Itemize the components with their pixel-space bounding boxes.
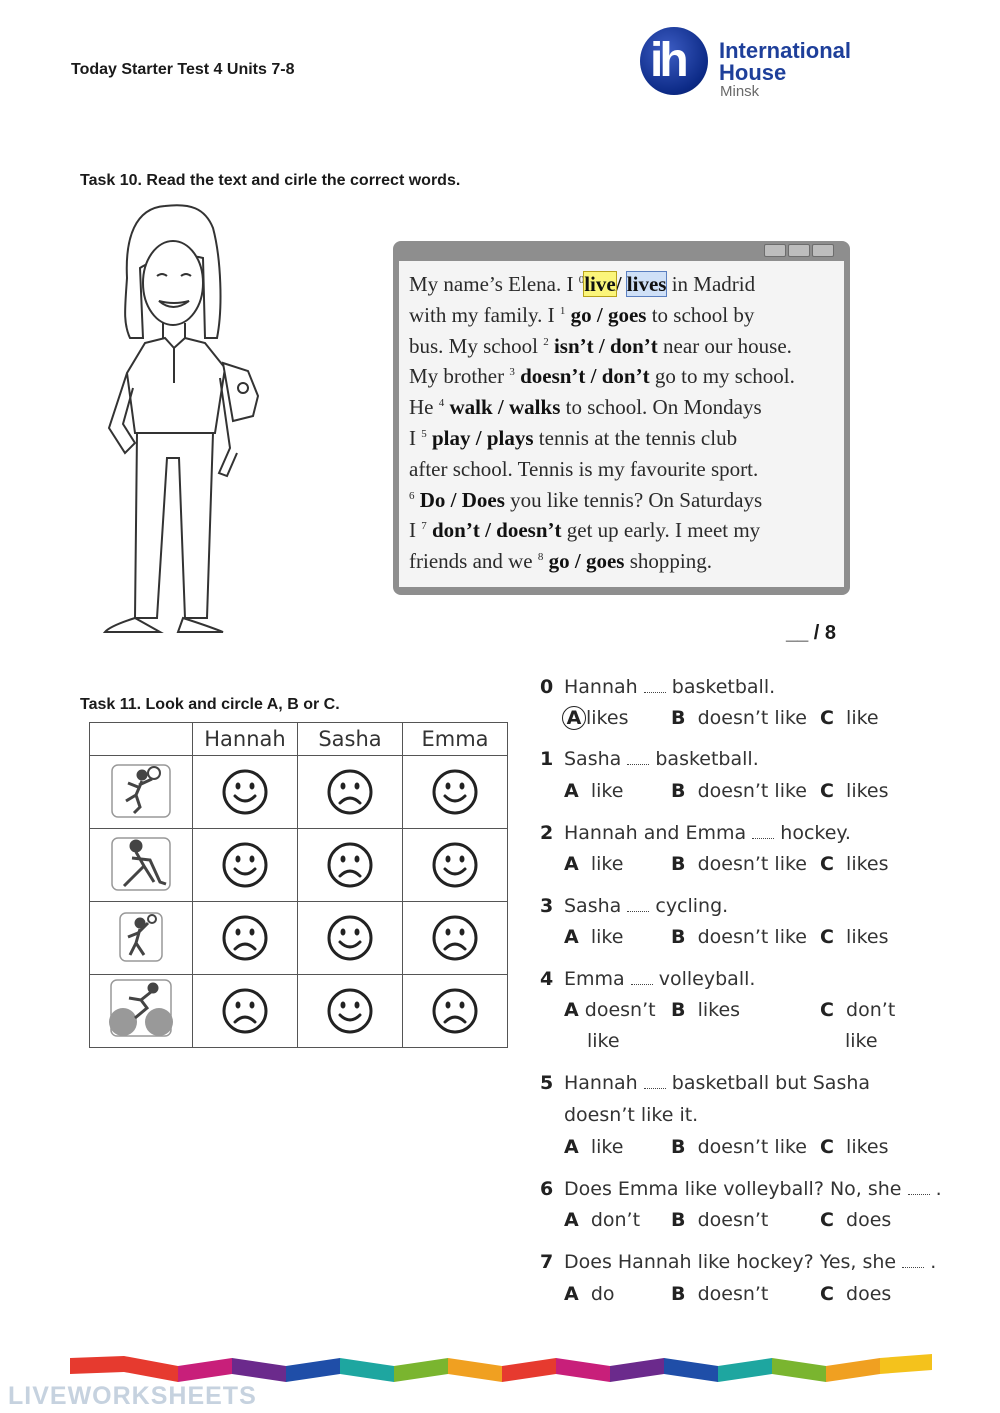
choice-1[interactable]: go / goes xyxy=(570,302,647,327)
option-3-b[interactable]: B doesn’t like xyxy=(671,926,807,948)
option-4-b[interactable]: B likes xyxy=(671,999,741,1021)
face-cell xyxy=(193,829,298,902)
option-2-c[interactable]: C likes xyxy=(820,853,889,875)
option-5-a[interactable]: A like xyxy=(564,1136,624,1158)
option-6-a[interactable]: A don’t xyxy=(564,1209,641,1231)
text-line-8: $^6$ Do / Does you like tennis? On Saturdays xyxy=(409,487,763,512)
text-line-1: My name’s Elena. I $^0$live/ lives in Madrid xyxy=(409,272,756,296)
option-6-b[interactable]: B doesn’t xyxy=(671,1209,769,1231)
option-1-c[interactable]: C likes xyxy=(820,780,889,802)
option-4-a-cont[interactable]: like xyxy=(587,1030,620,1052)
face-cell xyxy=(193,756,298,829)
liveworksheets-watermark: LIVEWORKSHEETS xyxy=(8,1382,257,1410)
happy-face-icon xyxy=(430,767,480,817)
text-line-7: after school. Tennis is my favourite sport. xyxy=(409,456,759,481)
col-hannah: Hannah xyxy=(193,723,298,756)
reading-text xyxy=(409,269,795,577)
text-line-5: He $^4$ walk / walks to school. On Mondays xyxy=(409,395,762,420)
happy-face-icon xyxy=(220,840,270,890)
face-cell xyxy=(403,902,508,975)
choice-0-lives[interactable]: lives xyxy=(626,272,667,296)
maximize-button[interactable] xyxy=(788,244,810,257)
option-7-b[interactable]: B doesn’t xyxy=(671,1283,769,1305)
logo-line1: International xyxy=(719,38,852,63)
choice-2[interactable]: isn’t / don’t xyxy=(553,333,658,358)
col-sasha: Sasha xyxy=(298,723,403,756)
task10-score: __ / 8 xyxy=(786,622,837,644)
face-cell xyxy=(403,975,508,1048)
sad-face-icon xyxy=(325,840,375,890)
col-emma: Emma xyxy=(403,723,508,756)
text-line-6: I $^5$ play / plays tennis at the tennis club xyxy=(409,425,738,450)
selected-answer-circle: A xyxy=(562,706,586,730)
option-1-a[interactable]: A like xyxy=(564,780,624,802)
option-6-c[interactable]: C does xyxy=(820,1209,892,1231)
logo-line3: Minsk xyxy=(720,83,760,100)
logo-line2: House xyxy=(719,60,787,85)
option-0-a[interactable]: A likes xyxy=(562,703,628,734)
face-cell xyxy=(193,902,298,975)
sad-face-icon xyxy=(220,986,270,1036)
option-0-b[interactable]: B doesn’t like xyxy=(671,707,807,729)
face-cell xyxy=(193,975,298,1048)
table-row xyxy=(90,756,508,829)
text-line-4: My brother $^3$ doesn’t / don’t go to my school. xyxy=(409,364,795,389)
option-2-b[interactable]: B doesn’t like xyxy=(671,853,807,875)
option-3-a[interactable]: A like xyxy=(564,926,624,948)
choice-3[interactable]: doesn’t / don’t xyxy=(520,364,650,389)
sad-face-icon xyxy=(430,986,480,1036)
sad-face-icon xyxy=(220,913,270,963)
option-3-c[interactable]: C likes xyxy=(820,926,889,948)
text-line-2: with my family. I $^1$ go / goes to school by xyxy=(409,302,755,327)
face-cell xyxy=(298,975,403,1048)
text-panel xyxy=(399,261,844,587)
worksheet-title: Today Starter Test 4 Units 7-8 xyxy=(71,61,295,78)
choice-5[interactable]: play / plays xyxy=(432,425,534,450)
option-5-b[interactable]: B doesn’t like xyxy=(671,1136,807,1158)
window-controls xyxy=(764,244,834,257)
task10-title: Task 10. Read the text and cirle the correct words. xyxy=(80,172,461,189)
table-row xyxy=(90,829,508,902)
ih-logo xyxy=(640,27,870,107)
face-cell xyxy=(298,756,403,829)
happy-face-icon xyxy=(325,986,375,1036)
choice-7[interactable]: don’t / doesn’t xyxy=(432,518,562,543)
choice-4[interactable]: walk / walks xyxy=(449,395,561,420)
happy-face-icon xyxy=(430,840,480,890)
text-window xyxy=(393,241,850,595)
option-0-c[interactable]: C like xyxy=(820,707,879,729)
logo-mark: ih xyxy=(640,27,708,95)
face-cell xyxy=(298,902,403,975)
table-row xyxy=(90,975,508,1048)
happy-face-icon xyxy=(220,767,270,817)
sad-face-icon xyxy=(430,913,480,963)
choice-8[interactable]: go / goes xyxy=(548,549,625,574)
option-7-a[interactable]: A do xyxy=(564,1283,615,1305)
choice-0-live[interactable]: live xyxy=(584,272,616,296)
face-cell xyxy=(298,829,403,902)
hockey-icon xyxy=(90,829,193,902)
text-line-9: I $^7$ don’t / doesn’t get up early. I meet my xyxy=(409,518,761,543)
option-4-a[interactable]: A doesn’t xyxy=(564,999,656,1021)
face-cell xyxy=(403,829,508,902)
option-4-c[interactable]: C don’t xyxy=(820,999,896,1021)
girl-illustration xyxy=(95,198,275,643)
table-header-row xyxy=(90,723,508,756)
choice-6[interactable]: Do / Does xyxy=(419,487,505,512)
cycling-icon xyxy=(90,975,193,1048)
option-7-c[interactable]: C does xyxy=(820,1283,892,1305)
corner-cell xyxy=(90,723,193,756)
option-1-b[interactable]: B doesn’t like xyxy=(671,780,807,802)
minimize-button[interactable] xyxy=(764,244,786,257)
close-button[interactable] xyxy=(812,244,834,257)
option-2-a[interactable]: A like xyxy=(564,853,624,875)
table-row xyxy=(90,902,508,975)
text-line-10: friends and we $^8$ go / goes shopping. xyxy=(409,549,712,574)
option-5-c[interactable]: C likes xyxy=(820,1136,889,1158)
sad-face-icon xyxy=(325,767,375,817)
face-cell xyxy=(403,756,508,829)
task11-title: Task 11. Look and circle A, B or C. xyxy=(80,696,340,713)
volleyball-icon xyxy=(90,902,193,975)
likes-table xyxy=(89,722,508,1048)
happy-face-icon xyxy=(325,913,375,963)
basketball-icon xyxy=(90,756,193,829)
option-4-c-cont[interactable]: like xyxy=(845,1030,878,1052)
text-line-3: bus. My school $^2$ isn’t / don’t near our house. xyxy=(409,333,792,358)
question-5-line2: doesn’t like it. xyxy=(564,1104,699,1126)
